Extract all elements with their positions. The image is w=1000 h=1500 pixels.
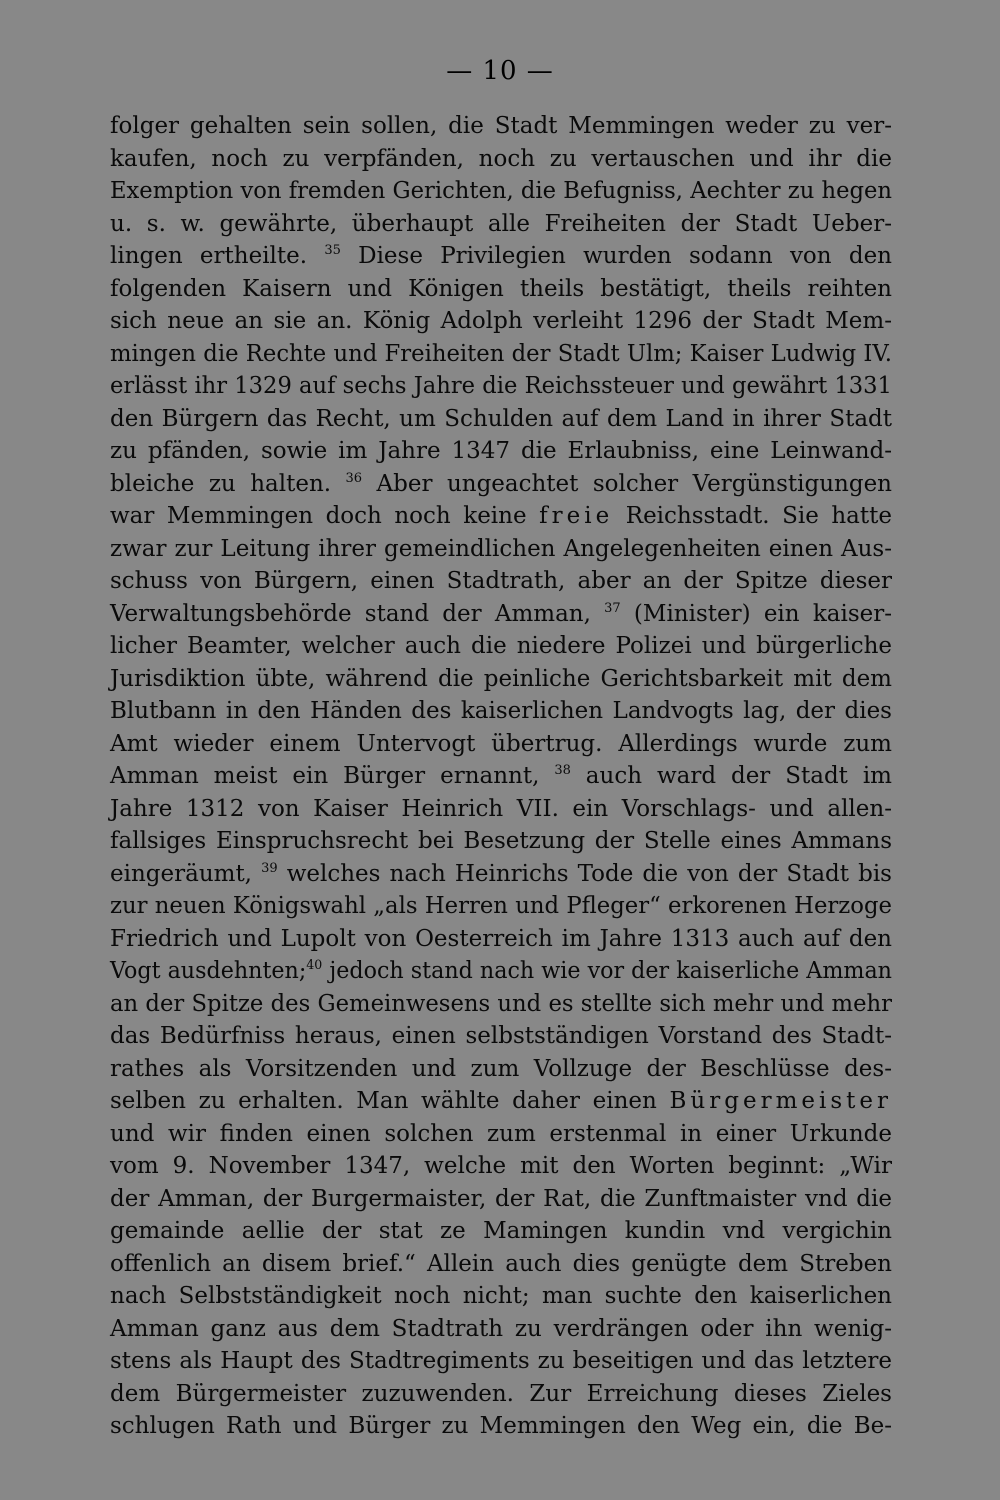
text-segment: sich neue an sie an. König Adolph verleiht 1296 der Stadt Mem- — [110, 308, 892, 334]
text-segment: folger gehalten sein sollen, die Stadt Memmingen weder zu ver- — [110, 113, 892, 139]
text-line — [110, 1053, 892, 1086]
text-line — [110, 208, 892, 241]
text-segment: den Bürgern das Recht, um Schulden auf dem Land in ihrer Stadt — [110, 405, 892, 432]
text-line — [110, 533, 892, 566]
text-line — [110, 988, 892, 1021]
text-line — [110, 695, 892, 728]
text-segment: Verwaltungsbehörde stand der Amman, — [110, 600, 605, 627]
text-line — [110, 565, 892, 598]
text-segment: fallsiges Einspruchsrecht bei Besetzung der Stelle eines Ammans — [110, 828, 892, 854]
text-line — [110, 1345, 892, 1378]
text-segment: das Bedürfniss heraus, einen selbstständigen Vorstand des Stadt- — [110, 1023, 892, 1049]
text-segment: lingen ertheilte. — [110, 243, 325, 269]
text-segment: zwar zur Leitung ihrer gemeindlichen Angelegenheiten einen Aus- — [110, 535, 892, 562]
text-line — [110, 403, 892, 436]
text-segment: auch ward der Stadt im — [570, 763, 892, 789]
text-line — [110, 143, 892, 176]
text-segment: Vogt ausdehnten; — [110, 958, 307, 984]
text-line — [110, 240, 892, 273]
footnote-marker: 40 — [306, 958, 323, 973]
text-segment: Amman meist ein Bürger ernannt, — [110, 763, 555, 789]
text-segment: Amman ganz aus dem Stadtrath zu verdrängen oder ihn wenig- — [110, 1315, 892, 1342]
text-segment: kaufen, noch zu verpfänden, noch zu vertauschen und ihr die — [110, 145, 892, 172]
text-segment: folgenden Kaisern und Königen theils bestätigt, theils reihten — [110, 275, 892, 302]
text-line — [110, 1020, 892, 1053]
text-segment: Jahre 1312 von Kaiser Heinrich VII. ein Vorschlags- und allen- — [110, 795, 892, 822]
footnote-marker: 35 — [324, 243, 341, 258]
text-segment: Reichsstadt. Sie hatte — [613, 503, 892, 529]
text-line — [110, 890, 892, 923]
text-line — [110, 825, 892, 858]
text-line — [110, 1410, 892, 1443]
text-line — [110, 305, 892, 338]
text-segment: an der Spitze des Gemeinwesens und es stellte sich mehr und mehr — [110, 990, 893, 1017]
text-line — [110, 175, 892, 208]
text-line — [110, 1378, 892, 1411]
text-segment: Amt wieder einem Untervogt übertrug. Allerdings wurde zum — [110, 730, 892, 757]
text-line — [110, 1280, 892, 1313]
text-line — [110, 923, 892, 956]
text-line — [110, 370, 892, 403]
text-segment: vom 9. November 1347, welche mit den Worten beginnt: „Wir — [110, 1153, 892, 1179]
text-line — [110, 338, 892, 371]
footnote-marker: 38 — [554, 763, 571, 778]
text-segment: zu pfänden, sowie im Jahre 1347 die Erlaubniss, eine Leinwand- — [110, 438, 892, 464]
text-line — [110, 728, 892, 761]
text-segment: eingeräumt, — [110, 860, 262, 887]
text-segment: Diese Privilegien wurden sodann von den — [340, 243, 892, 269]
body-text — [110, 110, 892, 1443]
text-segment: erlässt ihr 1329 auf sechs Jahre die Reichssteuer und gewährt 1331 — [110, 373, 892, 399]
text-segment: schuss von Bürgern, einen Stadtrath, aber an der Spitze dieser — [110, 568, 892, 594]
text-segment: welches nach Heinrichs Tode die von der Stadt bis — [277, 860, 892, 887]
text-line — [110, 1183, 892, 1216]
text-segment: licher Beamter, welcher auch die niedere Polizei und bürgerliche — [110, 633, 892, 659]
text-segment: Exemption von fremden Gerichten, die Befugniss, Aechter zu hegen — [110, 178, 893, 204]
text-line — [110, 1085, 892, 1118]
text-line — [110, 760, 892, 793]
text-line — [110, 468, 892, 501]
text-line — [110, 435, 892, 468]
text-line — [110, 1248, 892, 1281]
text-line — [110, 793, 892, 826]
text-line — [110, 1150, 892, 1183]
text-segment: gemainde aellie der stat ze Mamingen kundin vnd vergichin — [110, 1218, 892, 1244]
text-line — [110, 598, 892, 631]
text-segment: Blutbann in den Händen des kaiserlichen Landvogts lag, der dies — [110, 698, 892, 724]
text-segment: mingen die Rechte und Freiheiten der Stadt Ulm; Kaiser Ludwig IV. — [110, 340, 893, 367]
spaced-emphasis: freie — [539, 503, 614, 529]
text-line — [110, 1215, 892, 1248]
text-line — [110, 663, 892, 696]
footnote-marker: 37 — [604, 600, 621, 616]
text-segment: der Amman, der Burgermaister, der Rat, die Zunftmaister vnd die — [110, 1185, 892, 1212]
text-segment: u. s. w. gewährte, überhaupt alle Freiheiten der Stadt Ueber- — [110, 210, 892, 237]
text-segment: jedoch stand nach wie vor der kaiserliche Amman — [322, 958, 892, 984]
footnote-marker: 39 — [261, 860, 278, 876]
footnote-marker: 36 — [345, 470, 363, 486]
page-number: — 10 — — [446, 56, 554, 86]
text-segment: Aber ungeachtet solcher Vergünstigungen — [362, 470, 892, 497]
text-segment: zur neuen Königswahl „als Herren und Pfleger“ erkorenen Herzoge — [110, 893, 892, 919]
text-line — [110, 858, 892, 891]
text-segment: dem Bürgermeister zuzuwenden. Zur Erreichung dieses Zieles — [110, 1380, 892, 1407]
text-segment: offenlich an disem brief.“ Allein auch dies genügte dem Streben — [110, 1250, 892, 1277]
text-segment: Jurisdiktion übte, während die peinliche Gerichtsbarkeit mit dem — [110, 665, 892, 692]
text-segment: selben zu erhalten. Man wählte daher einen — [110, 1088, 670, 1114]
text-segment: (Minister) ein kaiser- — [620, 600, 893, 627]
text-line — [110, 1313, 892, 1346]
spaced-emphasis: Bürgermeister — [669, 1088, 892, 1114]
text-segment: rathes als Vorsitzenden und zum Vollzuge der Beschlüsse des- — [110, 1055, 892, 1082]
text-segment: schlugen Rath und Bürger zu Memmingen den Weg ein, die Be- — [110, 1413, 892, 1439]
text-line — [110, 273, 892, 306]
text-segment: stens als Haupt des Stadtregiments zu beseitigen und das letztere — [110, 1348, 892, 1374]
text-segment: und wir finden einen solchen zum erstenmal in einer Urkunde — [110, 1120, 892, 1147]
text-line — [110, 1118, 892, 1151]
text-segment: Friedrich und Lupolt von Oesterreich im Jahre 1313 auch auf den — [110, 925, 892, 952]
text-segment: war Memmingen doch noch keine — [110, 503, 540, 529]
text-line — [110, 955, 892, 988]
text-segment: bleiche zu halten. — [110, 470, 346, 497]
text-line — [110, 630, 892, 663]
text-segment: nach Selbstständigkeit noch nicht; man suchte den kaiserlichen — [110, 1283, 892, 1309]
text-line — [110, 110, 892, 143]
text-line — [110, 500, 892, 533]
